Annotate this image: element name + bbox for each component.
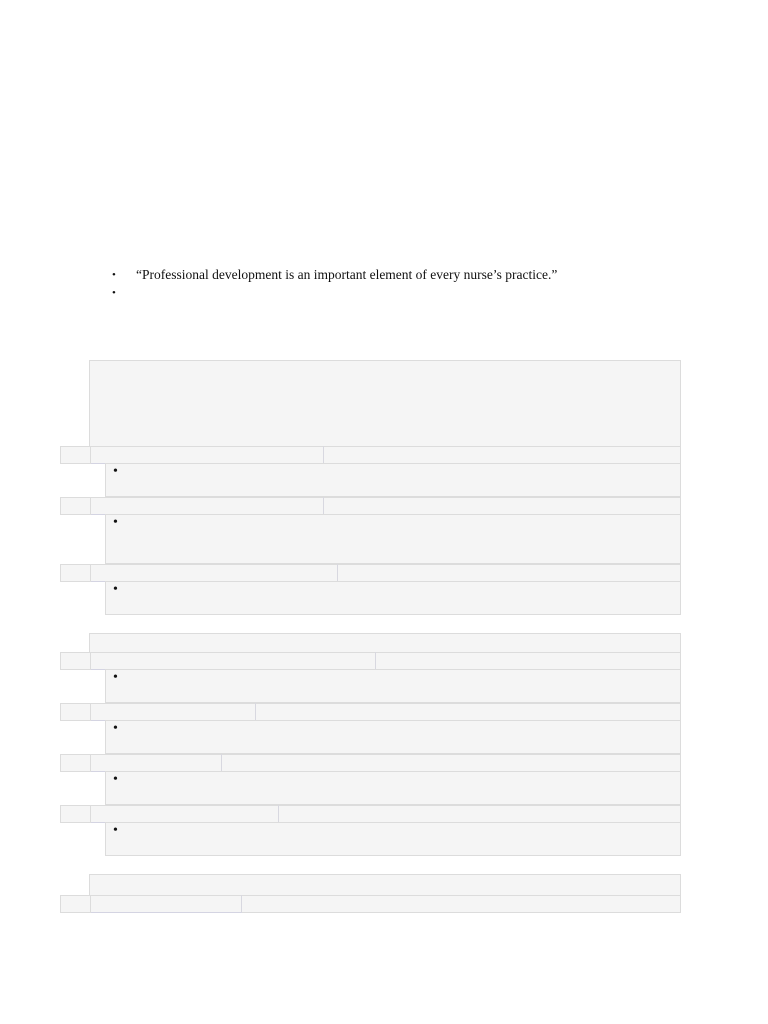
row-number-cell: [61, 652, 91, 670]
row-number-cell: [61, 754, 91, 772]
section-1-row-bar[interactable]: [60, 497, 681, 515]
bullet-icon: •: [113, 515, 118, 530]
section-2-row-detail: [105, 669, 681, 703]
section-2-row-bar[interactable]: [60, 652, 681, 670]
row-number-cell: [61, 564, 91, 582]
section-3-row-bar[interactable]: [60, 895, 681, 913]
section-1-row-detail: [105, 463, 681, 497]
row-title-cell: [91, 497, 324, 515]
section-1-row-detail: [105, 581, 681, 615]
intro-bullet-item: [112, 284, 672, 302]
bullet-icon: •: [113, 772, 118, 787]
bullet-icon: •: [112, 269, 116, 281]
bullet-icon: •: [113, 721, 118, 736]
section-2-row-detail: [105, 822, 681, 856]
bullet-icon: •: [113, 464, 118, 479]
section-2-row-bar[interactable]: [60, 754, 681, 772]
section-2-row-detail: [105, 771, 681, 805]
section-3-header-box: [89, 874, 681, 896]
row-number-cell: [61, 895, 91, 913]
bullet-icon: •: [113, 670, 118, 685]
row-title-cell: [91, 703, 256, 721]
section-1-row-detail: [105, 514, 681, 564]
row-title-cell: [91, 895, 242, 913]
row-title-cell: [91, 754, 222, 772]
row-number-cell: [61, 805, 91, 823]
intro-bullet-text: “Professional development is an important element of every nurse’s practice.”: [136, 267, 558, 282]
row-title-cell: [91, 446, 324, 464]
row-number-cell: [61, 497, 91, 515]
section-1-row-bar[interactable]: [60, 446, 681, 464]
row-number-cell: [61, 446, 91, 464]
section-2-row-bar[interactable]: [60, 703, 681, 721]
bullet-icon: •: [113, 823, 118, 838]
row-title-cell: [91, 805, 279, 823]
section-2-row-detail: [105, 720, 681, 754]
intro-bullet-item: [112, 266, 672, 284]
intro-bullet-list: [112, 266, 672, 302]
bullet-icon: •: [112, 287, 116, 299]
section-2-header-box: [89, 633, 681, 653]
section-1-row-bar[interactable]: [60, 564, 681, 582]
bullet-icon: •: [113, 582, 118, 597]
row-number-cell: [61, 703, 91, 721]
row-title-cell: [91, 652, 376, 670]
section-1-header-box: [89, 360, 681, 447]
row-title-cell: [91, 564, 338, 582]
section-2-row-bar[interactable]: [60, 805, 681, 823]
